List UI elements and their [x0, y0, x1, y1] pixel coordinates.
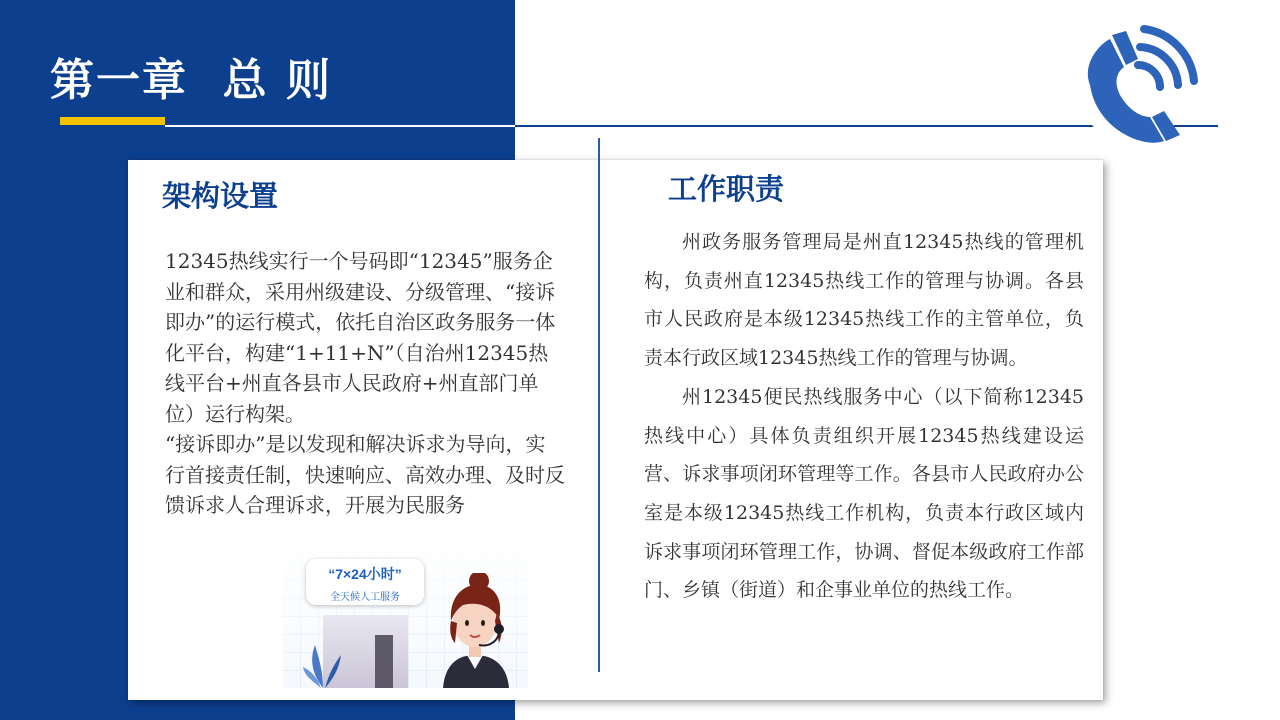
column-divider — [598, 138, 600, 672]
header-rule-white-segment — [165, 125, 515, 127]
left-section-body — [165, 246, 565, 521]
bubble-main-text: “7×24小时” — [328, 566, 402, 582]
left-paragraph-2: “接诉即办”是以发现和解决诉求为导向，实行首接责任制，快速响应、高效办理、及时反馈诉求人合理诉求，开展为民服务 — [165, 432, 565, 517]
plant-icon — [303, 635, 343, 688]
service-bubble — [306, 559, 424, 605]
chapter-title: 第一章 总 则 — [50, 55, 332, 106]
phone-icon — [1068, 25, 1198, 145]
desk-slot — [375, 635, 393, 688]
right-paragraph-1: 州政务服务管理局是州直12345热线的管理机构，负责州直12345热线工作的管理与协调。各县市人民政府是本级12345热线工作的主管单位，负责本行政区域12345热线工作的管理与协调。 — [644, 231, 1084, 370]
right-section-body — [644, 223, 1084, 610]
bubble-sub-text: 全天候人工服务 — [330, 592, 400, 603]
hotline-illustration — [283, 535, 528, 688]
right-paragraph-2: 州12345便民热线服务中心（以下简称12345热线中心）具体负责组织开展12345热线建设运营、诉求事项闭环管理等工作。各县市人民政府办公室是本级12345热线工作机构，负责本行政区域内诉求事项闭环管理工作，协调、督促本级政府工作部门、乡镇（街道）和企事业单位的热线工作。 — [644, 385, 1084, 602]
left-paragraph-1: 12345热线实行一个号码即“12345”服务企业和群众，采用州级建设、分级管理、“接诉即办”的运行模式，依托自治区政务服务一体化平台，构建“1+11+N”（自治州12345热线平台+州直各县市人民政府+州直部门单位）运行构架。 — [165, 249, 556, 426]
operator-avatar — [423, 573, 528, 688]
title-accent-bar — [60, 117, 165, 125]
header-rule — [60, 125, 1218, 127]
right-section-title: 工作职责 — [668, 172, 785, 206]
left-section-title: 架构设置 — [162, 179, 279, 213]
